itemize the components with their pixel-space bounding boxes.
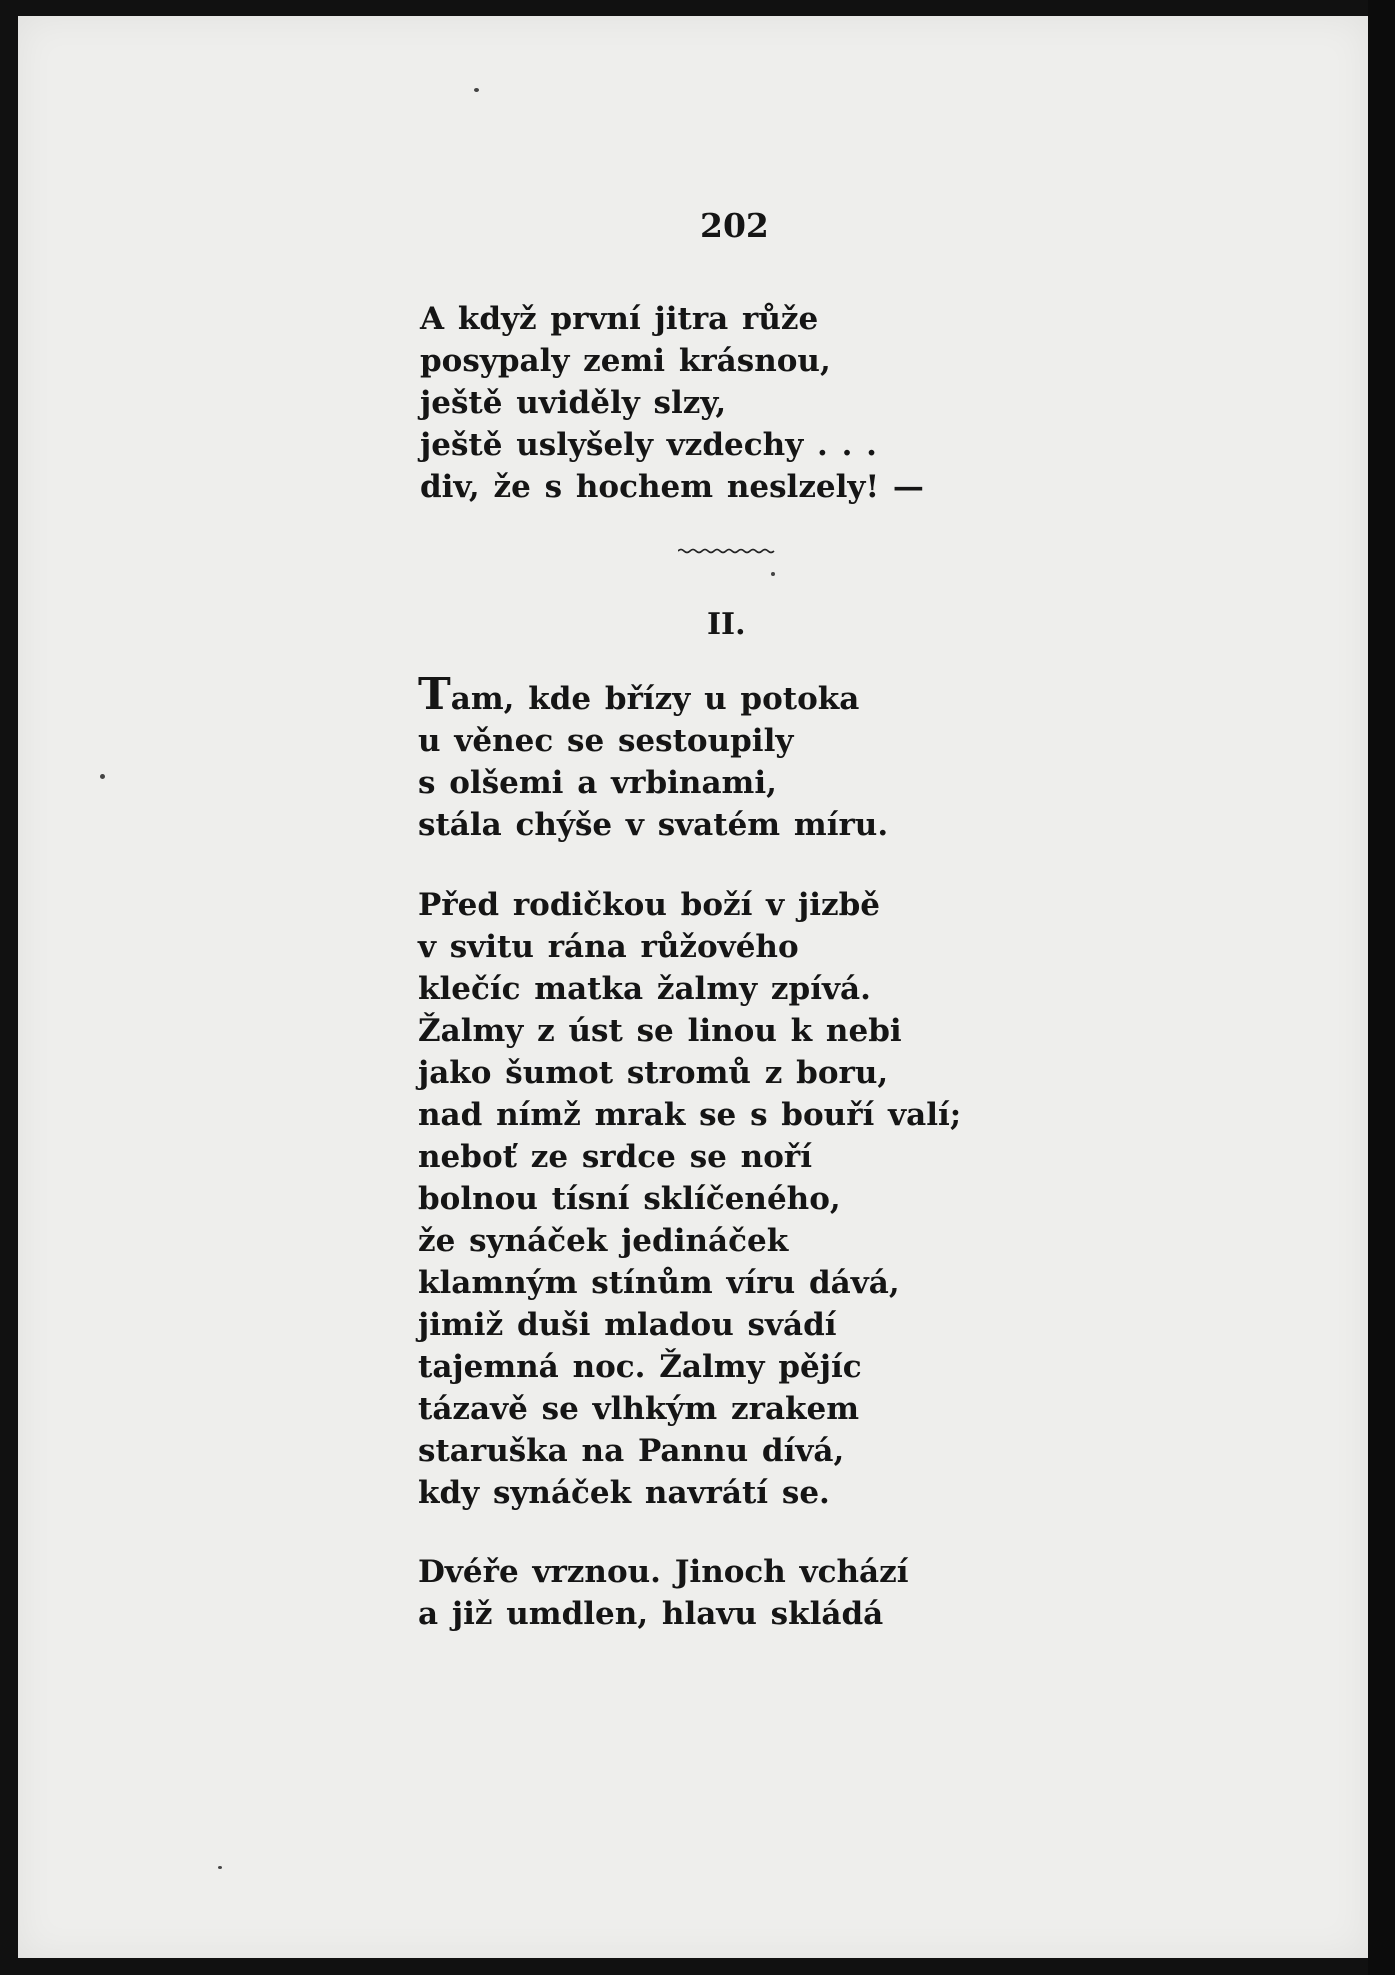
stanza-4 [418,1551,909,1635]
verse-line: Před rodičkou boží v jizbě [418,887,880,923]
verse-line: s olšemi a vrbinami, [418,765,777,801]
stanza-1 [420,298,924,508]
verse-line: staruška na Pannu dívá, [418,1433,845,1469]
scan-speck [100,774,105,779]
verse-line: ještě uslyšely vzdechy . . . [420,427,877,463]
stanza-2 [418,669,889,846]
verse-line: ještě uviděly slzy, [420,385,727,421]
verse-line-text: am, kde břízy u potoka [450,681,860,717]
drop-cap: T [418,669,451,720]
verse-line: nad nímž mrak se s bouří valí; [418,1097,962,1133]
verse-line: jako šumot stromů z boru, [418,1055,889,1091]
scan-edge [1368,0,1395,1975]
verse-line: klamným stínům víru dává, [418,1265,900,1301]
verse-line: neboť ze srdce se noří [418,1139,812,1175]
verse-line: a již umdlen, hlavu skládá [418,1596,884,1632]
verse-line: div, že s hochem neslzely! — [420,469,924,505]
verse-line [418,669,888,720]
verse-line: tajemná noc. Žalmy pějíc [418,1349,862,1385]
verse-line: klečíc matka žalmy zpívá. [418,971,871,1007]
verse-line: bolnou tísní sklíčeného, [418,1181,841,1217]
verse-line: jimiž duši mladou svádí [418,1307,837,1343]
scan-speck [218,1866,222,1869]
section-divider [678,546,778,556]
verse-line: posypaly zemi krásnou, [420,343,831,379]
section-number: II. [707,607,746,642]
verse-line: Dvéře vrznou. Jinoch vchází [418,1554,909,1590]
page-number: 202 [700,206,769,245]
verse-line: stála chýše v svatém míru. [418,807,889,843]
verse-line: Žalmy z úst se linou k nebi [418,1013,902,1049]
verse-line: že synáček jedináček [418,1223,789,1259]
scan-speck [771,572,775,576]
verse-line: kdy synáček navrátí se. [418,1475,830,1511]
verse-line: v svitu rána růžového [418,929,799,965]
stanza-3 [418,884,961,1514]
verse-line: tázavě se vlhkým zrakem [418,1391,860,1427]
verse-line: A když první jitra růže [420,301,819,337]
scan-speck [474,88,479,92]
verse-line: u věnec se sestoupily [418,723,794,759]
